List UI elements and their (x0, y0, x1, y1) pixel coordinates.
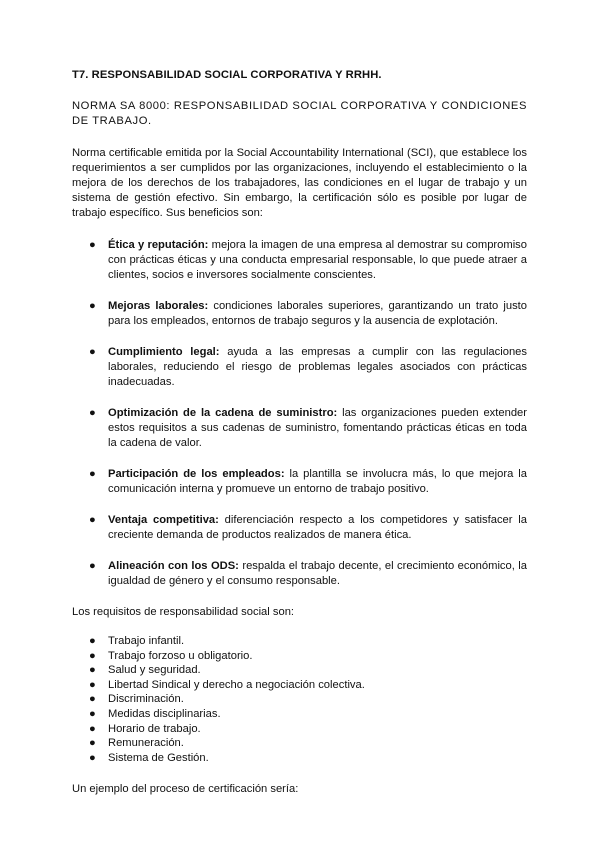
bullet-icon: ● (89, 514, 96, 526)
requirement-text: Medidas disciplinarias. (108, 707, 221, 720)
benefit-item (72, 467, 527, 497)
bullet-icon: ● (89, 300, 96, 312)
benefit-item (72, 299, 527, 329)
benefit-label: Ventaja competitiva: (108, 514, 219, 526)
requirement-item (72, 707, 527, 722)
benefits-list (72, 238, 527, 589)
bullet-icon: ● (89, 707, 96, 720)
bullet-icon: ● (89, 346, 96, 358)
bullet-icon: ● (89, 737, 96, 750)
benefit-label: Mejoras laborales: (108, 300, 209, 312)
requirement-text: Discriminación. (108, 693, 184, 706)
intro-paragraph: Norma certificable emitida por la Social Accountability International (SCI), que establece los requerimientos a ser cumplidos por las organizaciones, incluyendo el establecimiento o la mejora de los derechos de los trabajadores, las condiciones en el lugar de trabajo y un sistema de gestión efectivo. Sin embargo, la certificación sólo es posible por lugar de trabajo específico. Sus beneficios son: (72, 147, 527, 219)
bullet-icon: ● (89, 649, 96, 662)
benefit-label: Ética y reputación: (108, 239, 209, 251)
benefit-text: condiciones laborales superiores, garantizando un trato justo para los empleados, entornos de trabajo seguros y la ausencia de explotación. (108, 300, 527, 327)
requirement-item (72, 736, 527, 751)
document-title: T7. RESPONSABILIDAD SOCIAL CORPORATIVA Y RRHH. (72, 69, 382, 81)
requirement-item (72, 663, 527, 678)
benefit-label: Alineación con los ODS: (108, 560, 239, 572)
bullet-icon: ● (89, 407, 96, 419)
bullet-icon: ● (89, 468, 96, 480)
closing-paragraph: Un ejemplo del proceso de certificación sería: (72, 783, 299, 796)
benefit-text: ayuda a las empresas a cumplir con las regulaciones laborales, reduciendo el riesgo de problemas legales asociados con prácticas inadecuadas. (108, 346, 527, 388)
bullet-icon: ● (89, 635, 96, 647)
document-page (72, 68, 527, 797)
bullet-icon: ● (89, 239, 96, 251)
bullet-icon: ● (89, 664, 96, 677)
bullet-icon: ● (89, 678, 96, 691)
benefit-text: las organizaciones pueden extender estos requisitos a sus cadenas de suministro, fomentando prácticas éticas en toda la cadena de valor. (108, 407, 527, 449)
requirement-text: Trabajo infantil. (108, 635, 185, 647)
requirement-text: Sistema de Gestión. (108, 751, 209, 764)
requirement-text: Salud y seguridad. (108, 664, 201, 677)
requirement-item (72, 649, 527, 664)
benefit-label: Optimización de la cadena de suministro: (108, 407, 338, 419)
requirement-item (72, 678, 527, 693)
benefit-item (72, 238, 527, 283)
bullet-icon: ● (89, 751, 96, 764)
bullet-icon: ● (89, 560, 96, 572)
benefit-text: respalda el trabajo decente, el crecimiento económico, la igualdad de género y el consumo responsable. (108, 560, 527, 587)
requirement-item (72, 634, 527, 649)
norma-heading: NORMA SA 8000: RESPONSABILIDAD SOCIAL CORPORATIVA Y CONDICIONES DE TRABAJO. (72, 100, 527, 127)
bullet-icon: ● (89, 722, 96, 735)
benefit-text: mejora la imagen de una empresa al demostrar su compromiso con prácticas éticas y una conducta empresarial responsable, lo que puede atraer a clientes, socios e inversores socialmente conscientes. (108, 239, 527, 281)
requirements-list (72, 634, 527, 765)
requirement-text: Libertad Sindical y derecho a negociación colectiva. (108, 678, 365, 691)
benefit-text: diferenciación respecto a los competidores y satisfacer la creciente demanda de productos realizados de manera ética. (108, 514, 527, 541)
benefit-item (72, 559, 527, 589)
benefit-text: la plantilla se involucra más, lo que mejora la comunicación interna y promueve un entorno de trabajo positivo. (108, 468, 527, 495)
benefit-label: Participación de los empleados: (108, 468, 285, 480)
requirement-text: Remuneración. (108, 737, 184, 750)
benefit-item (72, 345, 527, 390)
requirement-text: Horario de trabajo. (108, 722, 201, 735)
benefit-item (72, 513, 527, 543)
benefit-item (72, 406, 527, 451)
requirement-text: Trabajo forzoso u obligatorio. (108, 649, 253, 662)
requirement-item (72, 692, 527, 707)
requirements-intro: Los requisitos de responsabilidad social son: (72, 606, 295, 618)
requirement-item (72, 751, 527, 766)
requirement-item (72, 722, 527, 737)
benefit-label: Cumplimiento legal: (108, 346, 220, 358)
bullet-icon: ● (89, 693, 96, 706)
